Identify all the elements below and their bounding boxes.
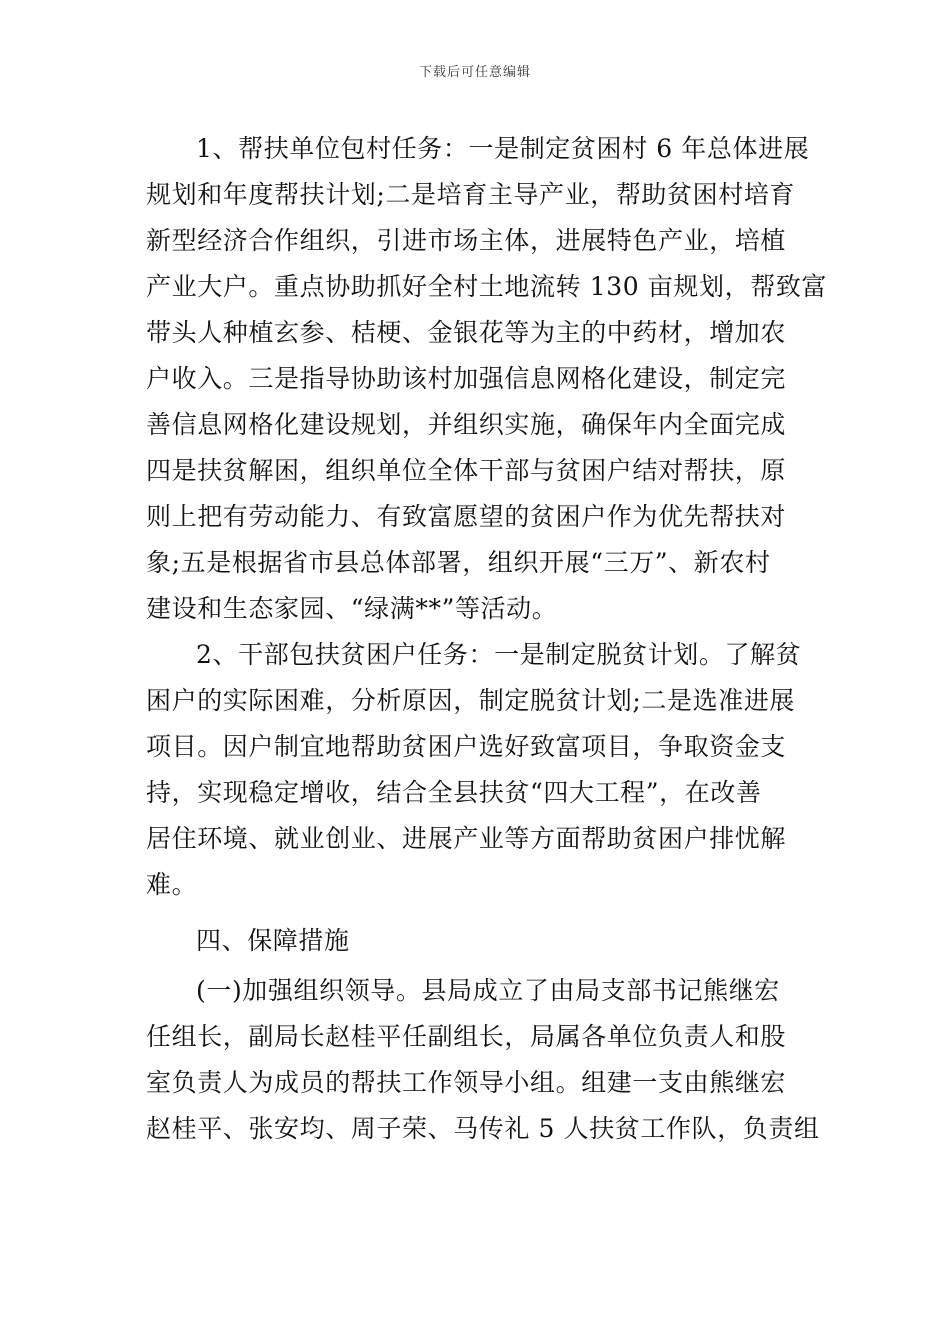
paragraph-line: 居住环境、就业创业、进展产业等方面帮助贫困户排忧解	[146, 824, 787, 853]
paragraph-line: 象;五是根据省市县总体部署，组织开展“三万”、新农村	[146, 548, 771, 577]
paragraph-line: 规划和年度帮扶计划;二是培育主导产业，帮助贫困村培育	[146, 180, 796, 209]
paragraph-line: 持，实现稳定增收，结合全县扶贫“四大工程”，在改善	[146, 778, 762, 807]
paragraph-line: 则上把有劳动能力、有致富愿望的贫困户作为优先帮扶对	[146, 502, 787, 531]
paragraph-line: 新型经济合作组织，引进市场主体，进展特色产业，培植	[146, 226, 787, 255]
paragraph-line: 任组长，副局长赵桂平任副组长，局属各单位负责人和股	[146, 1022, 787, 1051]
paragraph-line: 带头人种植玄参、桔梗、金银花等为主的中药材，增加农	[146, 318, 787, 347]
document-body	[146, 126, 828, 1152]
paragraph-line: 户收入。三是指导协助该村加强信息网格化建设，制定完	[146, 364, 787, 393]
section-heading: 四、保障措施	[196, 926, 350, 955]
paragraph-line: 困户的实际困难，分析原因，制定脱贫计划;二是选准进展	[146, 686, 796, 715]
paragraph-line: 建设和生态家园、“绿满**”等活动。	[146, 594, 558, 623]
paragraph-line: 四是扶贫解困，组织单位全体干部与贫困户结对帮扶，原	[146, 456, 787, 485]
paragraph-line: 善信息网格化建设规划，并组织实施，确保年内全面完成	[146, 410, 787, 439]
paragraph-line: (一)加强组织领导。县局成立了由局支部书记熊继宏	[196, 976, 780, 1005]
paragraph-line: 1、帮扶单位包村任务：一是制定贫困村 6 年总体进展	[196, 134, 810, 163]
paragraph-line: 难。	[146, 870, 198, 899]
paragraph-line: 2、干部包扶贫困户任务：一是制定脱贫计划。了解贫	[196, 640, 802, 669]
paragraph-line: 项目。因户制宜地帮助贫困户选好致富项目，争取资金支	[146, 732, 787, 761]
paragraph-line: 室负责人为成员的帮扶工作领导小组。组建一支由熊继宏	[146, 1068, 787, 1097]
paragraph-line: 产业大户。重点协助抓好全村土地流转 130 亩规划，帮致富	[146, 272, 828, 301]
paragraph-line: 赵桂平、张安均、周子荣、马传礼 5 人扶贫工作队，负责组	[146, 1114, 820, 1143]
page-header: 下载后可任意编辑	[418, 65, 531, 80]
